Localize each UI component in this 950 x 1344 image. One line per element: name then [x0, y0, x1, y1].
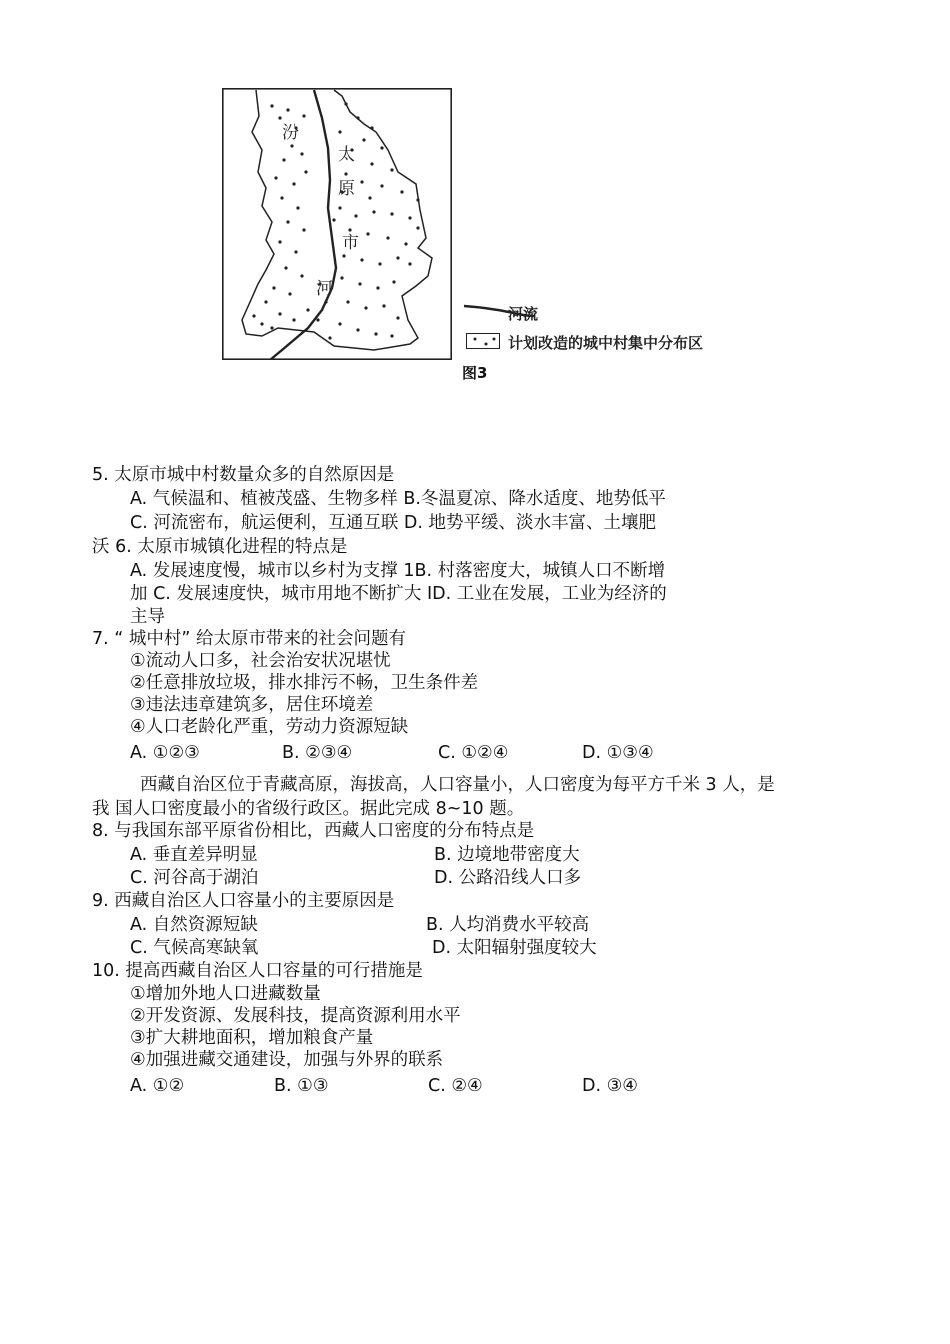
village-dot [416, 198, 419, 201]
village-dot [278, 240, 281, 243]
village-dot [288, 292, 291, 295]
q10-choice-d: D. ③④ [582, 1076, 638, 1096]
q7-stem: 7. “ 城中村” 给太原市带来的社会问题有 [92, 629, 407, 649]
q10-item: ②开发资源、发展科技，提高资源利用水平 [130, 1006, 461, 1026]
village-dot [278, 116, 281, 119]
village-dot [408, 216, 411, 219]
q9-option-d: D. 太阳辐射强度较大 [432, 938, 597, 958]
village-dot [286, 220, 289, 223]
village-dot [374, 332, 377, 335]
village-dot [286, 108, 289, 111]
q5-options-cd: C. 河流密布，航运便利，互通互联 D. 地势平缓、淡水丰富、土壤肥 [130, 513, 657, 533]
village-dot [300, 152, 303, 155]
village-dot [280, 196, 283, 199]
village-dot [260, 322, 263, 325]
q10-choice-b: B. ①③ [274, 1076, 329, 1096]
village-dot [390, 334, 393, 337]
q9-option-b: B. 人均消费水平较高 [426, 915, 590, 935]
q10-item: ①增加外地人口进藏数量 [130, 984, 321, 1004]
q8-option-a: A. 垂直差异明显 [130, 845, 258, 865]
q7-choice-b: B. ②③④ [282, 743, 353, 763]
q9-stem: 9. 西藏自治区人口容量小的主要原因是 [92, 891, 395, 911]
village-dot [344, 102, 347, 105]
village-dot [380, 146, 383, 149]
q8-option-d: D. 公路沿线人口多 [434, 868, 582, 888]
river-line [270, 90, 336, 360]
q5-stem: 5. 太原市城中村数量众多的自然原因是 [92, 465, 395, 485]
village-dot [372, 210, 375, 213]
village-dot [356, 116, 359, 119]
region-outline [242, 90, 432, 350]
passage-line-1: 西藏自治区位于青藏高原，海拔高，人口容量小，人口密度为每平方千米 3 人，是 [140, 775, 775, 795]
village-dot [316, 318, 319, 321]
village-dot [306, 308, 309, 311]
village-dot [400, 190, 403, 193]
village-dot [338, 322, 341, 325]
village-dots [252, 102, 419, 339]
village-dot [332, 218, 335, 221]
village-dot [342, 254, 345, 257]
map-label-tai: 太 [338, 145, 355, 165]
village-dot [344, 172, 347, 175]
village-dot [302, 114, 305, 117]
village-dot [364, 306, 367, 309]
village-dot [376, 286, 379, 289]
q7-item: ②任意排放垃圾，排水排污不畅，卫生条件差 [130, 673, 479, 693]
q9-option-c: C. 气候高寒缺氧 [130, 938, 259, 958]
village-dot [362, 138, 365, 141]
village-dot [396, 256, 399, 259]
q10-choice-c: C. ②④ [428, 1076, 483, 1096]
village-dot [370, 162, 373, 165]
village-dot [370, 126, 373, 129]
village-dot [416, 226, 419, 229]
village-dot [360, 180, 363, 183]
village-dot [338, 206, 341, 209]
village-dot [404, 242, 407, 245]
village-dot [338, 130, 341, 133]
taiyuan-map [222, 88, 452, 360]
village-dot [380, 184, 383, 187]
village-dot [408, 262, 411, 265]
q6-options-cd: 加 C. 发展速度快，城市用地不断扩大 ID. 工业在发展，工业为经济的 [130, 584, 667, 604]
village-dot [346, 300, 349, 303]
village-dot [272, 286, 275, 289]
village-dot [358, 282, 361, 285]
q8-stem: 8. 与我国东部平原省份相比，西藏人口密度的分布特点是 [92, 821, 535, 841]
q6-options-cont: 主导 [130, 607, 165, 627]
village-dot [392, 280, 395, 283]
village-dot [354, 214, 357, 217]
village-dot [270, 104, 273, 107]
legend-village-label: 计划改造的城中村集中分布区 [508, 334, 704, 352]
q5-options-ab: A. 气候温和、植被茂盛、生物多样 B.冬温夏凉、降水适度、地势低平 [130, 489, 666, 509]
passage-line-2: 我 国人口密度最小的省级行政区。据此完成 8~10 题。 [92, 799, 525, 819]
map-label-yuan: 原 [338, 179, 355, 199]
figure-caption: 图3 [462, 364, 488, 382]
q7-item: ④人口老龄化严重，劳动力资源短缺 [130, 717, 409, 737]
village-dot [340, 276, 343, 279]
village-dot [356, 328, 359, 331]
village-dot [368, 196, 371, 199]
q10-item: ③扩大耕地面积，增加粮食产量 [130, 1028, 374, 1048]
village-dot [294, 250, 297, 253]
village-dot [382, 304, 385, 307]
legend-river-label: 河流 [508, 305, 539, 323]
village-legend-box [466, 333, 500, 349]
q7-choice-a: A. ①②③ [130, 743, 200, 763]
q9-option-a: A. 自然资源短缺 [130, 915, 258, 935]
q7-item: ①流动人口多，社会治安状况堪忧 [130, 651, 391, 671]
q10-choice-a: A. ①② [130, 1076, 185, 1096]
q10-item: ④加强进藏交通建设，加强与外界的联系 [130, 1050, 444, 1070]
village-dot [396, 316, 399, 319]
q6-stem: 沃 6. 太原市城镇化进程的特点是 [92, 537, 348, 557]
village-dot [348, 228, 351, 231]
village-dot [360, 258, 363, 261]
map-label-shi: 市 [342, 233, 359, 253]
village-dot [292, 318, 295, 321]
q10-stem: 10. 提高西藏自治区人口容量的可行措施是 [92, 961, 423, 981]
village-dot [284, 266, 287, 269]
village-dot [304, 170, 307, 173]
q7-choice-c: C. ①②④ [438, 743, 509, 763]
village-dot [274, 176, 277, 179]
village-dot [386, 236, 389, 239]
q7-choice-d: D. ①③④ [582, 743, 654, 763]
village-dot [290, 144, 293, 147]
q8-option-c: C. 河谷高于湖泊 [130, 868, 259, 888]
map-label-fen: 汾 [282, 123, 299, 143]
village-dot [390, 212, 393, 215]
village-dot [328, 336, 331, 339]
village-dot [252, 314, 255, 317]
village-dot [390, 168, 393, 171]
village-dot [324, 300, 327, 303]
village-dot [278, 312, 281, 315]
village-dot [302, 228, 305, 231]
village-dot [366, 232, 369, 235]
q7-item: ③违法违章建筑多，居住环境差 [130, 695, 374, 715]
village-dot [296, 206, 299, 209]
village-dot [378, 262, 381, 265]
map-label-he: 河 [316, 279, 333, 299]
q6-options-ab: A. 发展速度慢，城市以乡村为支撑 1B. 村落密度大，城镇人口不断增 [130, 561, 666, 581]
village-dot [270, 326, 273, 329]
q8-option-b: B. 边境地带密度大 [434, 845, 580, 865]
village-dot [264, 300, 267, 303]
village-dot [292, 182, 295, 185]
village-dot [282, 158, 285, 161]
village-dot [300, 274, 303, 277]
